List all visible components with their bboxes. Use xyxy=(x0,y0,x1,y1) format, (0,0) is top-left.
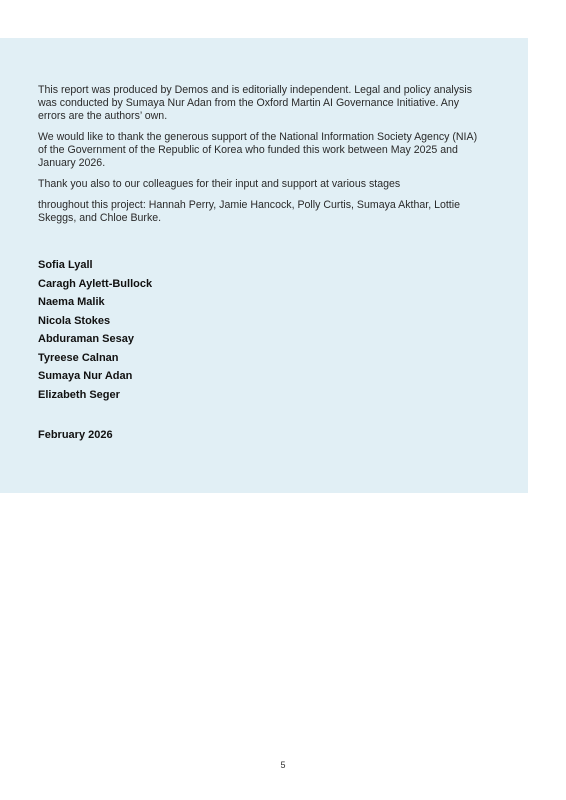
author-list xyxy=(38,256,152,404)
author-name: Sumaya Nur Adan xyxy=(38,370,133,382)
author-name: Tyreese Calnan xyxy=(38,351,119,364)
acknowledgements-panel xyxy=(0,38,528,493)
publication-date: February 2026 xyxy=(38,429,113,441)
author-name: Sofia Lyall xyxy=(38,259,93,271)
author-name: Elizabeth Seger xyxy=(38,388,120,401)
author-name: Caragh Aylett-Bullock xyxy=(38,277,153,290)
paragraph-editorial-note: This report was produced by Demos and is editorially independent. Legal and policy analysis was conducted by Sumaya Nur Adan from the Oxford Martin AI Governance Initiative. Any errors are the authors’ own. xyxy=(38,84,473,122)
author-name: Naema Malik xyxy=(38,296,105,308)
paragraph-thanks-intro: Thank you also to our colleagues for their input and support at various stages xyxy=(38,178,401,190)
author-name: Nicola Stokes xyxy=(38,314,111,327)
paragraph-funding-note: We would like to thank the generous support of the National Information Society Agency (NIA) of the Government of the Republic of Korea who funded this work between May 2025 and January 2026. xyxy=(38,131,478,169)
page-number: 5 xyxy=(280,760,286,770)
paragraph-thanks-names: throughout this project: Hannah Perry, Jamie Hancock, Polly Curtis, Sumaya Akthar, Lottie Skeggs, and Chloe Burke. xyxy=(38,199,460,224)
author-name: Abduraman Sesay xyxy=(38,333,134,345)
acknowledgements-text xyxy=(38,84,478,233)
